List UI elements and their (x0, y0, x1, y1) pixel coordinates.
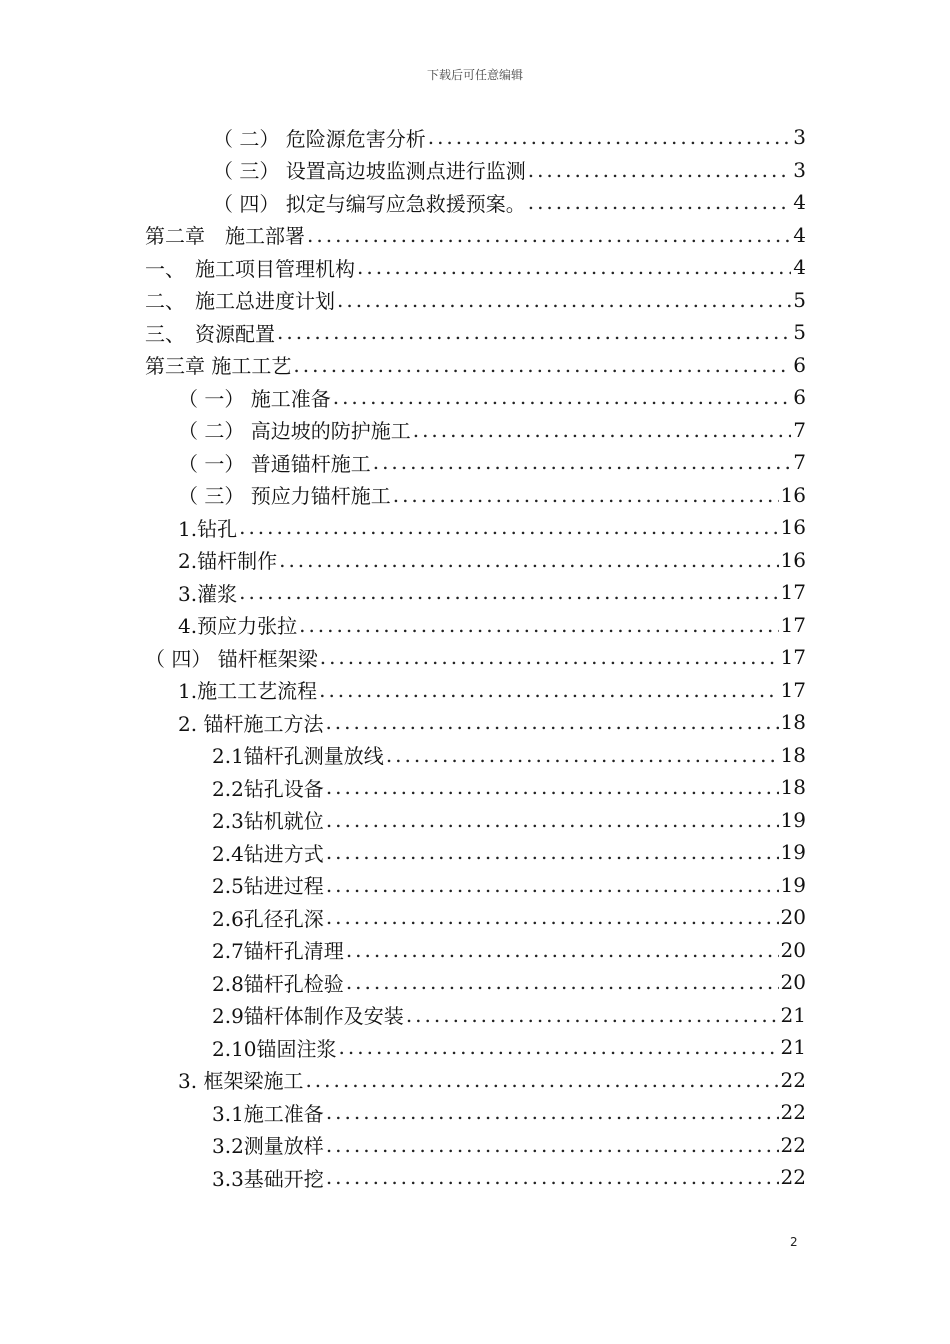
toc-entry-title: 3.3基础开挖 (212, 1166, 324, 1191)
toc-entry[interactable] (212, 1096, 806, 1128)
toc-leader-dots (326, 1100, 779, 1124)
toc-entry-title: 4.预应力张拉 (178, 614, 298, 638)
toc-entry[interactable] (212, 1161, 806, 1193)
toc-leader-dots (305, 1068, 778, 1092)
toc-entry-page: 3 (793, 125, 806, 149)
toc-entry[interactable] (178, 544, 806, 576)
toc-leader-dots (279, 548, 778, 572)
toc-entry-title: 2.8锚杆孔检验 (212, 971, 344, 996)
toc-entry[interactable] (212, 966, 806, 998)
toc-entry-title: 2.锚杆制作 (178, 549, 278, 573)
toc-entry-page: 21 (780, 1002, 806, 1027)
toc-entry-title: 2.2钻孔设备 (212, 776, 324, 801)
toc-entry-page: 16 (780, 482, 806, 507)
toc-entry[interactable] (212, 771, 806, 803)
toc-leader-dots (325, 710, 778, 734)
toc-entry-title: （ 一） 普通锚杆施工 (178, 451, 371, 476)
toc-entry-title: 1.钻孔 (178, 516, 238, 541)
toc-leader-dots (239, 515, 778, 539)
toc-entry[interactable] (145, 251, 806, 283)
toc-entry[interactable] (212, 999, 806, 1031)
toc-entry[interactable] (178, 1064, 806, 1096)
toc-entry-page: 22 (780, 1165, 806, 1189)
toc-leader-dots (326, 1165, 779, 1189)
toc-entry-page: 18 (780, 742, 806, 767)
toc-entry[interactable] (212, 1129, 806, 1161)
toc-entry-page: 19 (780, 840, 806, 864)
toc-entry[interactable] (178, 609, 806, 641)
toc-entry[interactable] (145, 284, 806, 316)
toc-leader-dots (413, 418, 792, 442)
toc-entry-title: 1.施工工艺流程 (178, 679, 318, 703)
toc-entry-page: 17 (780, 612, 806, 637)
toc-leader-dots (326, 840, 779, 864)
toc-entry-page: 20 (780, 970, 806, 994)
toc-entry-page: 4 (793, 255, 806, 279)
toc-entry-page: 17 (780, 645, 806, 669)
toc-entry[interactable] (178, 414, 806, 446)
toc-leader-dots (357, 255, 791, 279)
toc-entry[interactable] (212, 1031, 806, 1063)
toc-entry-title: 3.灌浆 (178, 581, 238, 606)
toc-entry-title: 3.1施工准备 (212, 1101, 324, 1126)
toc-entry-title: 2.1锚杆孔测量放线 (212, 744, 384, 768)
toc-leader-dots (346, 938, 779, 962)
toc-entry-page: 16 (780, 515, 806, 539)
toc-entry-page: 6 (793, 352, 806, 377)
toc-entry-page: 5 (793, 287, 806, 312)
toc-entry[interactable] (178, 706, 806, 738)
toc-leader-dots (326, 808, 779, 832)
toc-leader-dots (326, 905, 779, 929)
toc-entry-title: 3.2测量放样 (212, 1134, 324, 1158)
toc-entry-page: 18 (780, 710, 806, 734)
toc-entry-page: 6 (793, 385, 806, 409)
toc-entry[interactable] (145, 316, 806, 348)
toc-leader-dots (528, 158, 792, 182)
page-header: 下载后可任意编辑 (426, 68, 523, 82)
toc-entry-title: （ 三） 设置高边坡监测点进行监测 (213, 159, 526, 183)
toc-entry[interactable] (178, 674, 806, 706)
toc-entry-page: 17 (780, 677, 806, 702)
toc-entry[interactable] (212, 836, 806, 868)
toc-entry-page: 3 (793, 157, 806, 182)
toc-entry[interactable] (212, 869, 806, 901)
toc-entry-page: 20 (780, 937, 806, 962)
toc-entry-title: （ 三） 预应力锚杆施工 (178, 484, 391, 508)
toc-entry-title: 2.5钻进过程 (212, 874, 324, 898)
toc-leader-dots (406, 1003, 779, 1027)
toc-entry-title: 第二章 施工部署 (145, 224, 305, 248)
toc-entry-title: 二、 施工总进度计划 (145, 289, 335, 313)
toc-leader-dots (277, 320, 791, 344)
toc-leader-dots (326, 1133, 779, 1157)
toc-leader-dots (307, 223, 791, 247)
toc-leader-dots (326, 775, 779, 799)
toc-leader-dots (293, 353, 791, 377)
toc-leader-dots (239, 580, 778, 604)
toc-entry-title: 2.4钻进方式 (212, 841, 324, 866)
toc-entry-title: （ 四） 锚杆框架梁 (145, 646, 318, 671)
toc-entry-page: 22 (780, 1100, 806, 1124)
toc-entry[interactable] (212, 901, 806, 933)
toc-leader-dots (528, 190, 792, 214)
toc-entry-page: 5 (793, 320, 806, 344)
toc-leader-dots (333, 385, 792, 409)
toc-entry-title: 2.7锚杆孔清理 (212, 939, 344, 963)
toc-entry-page: 7 (793, 417, 806, 442)
toc-entry-title: 2. 锚杆施工方法 (178, 711, 324, 736)
toc-entry-page: 22 (780, 1132, 806, 1157)
toc-entry-page: 19 (780, 807, 806, 832)
toc-leader-dots (346, 970, 779, 994)
toc-entry-page: 4 (793, 222, 806, 247)
page-number: 2 (790, 1235, 798, 1249)
toc-entry-page: 4 (793, 190, 806, 214)
toc-entry[interactable] (145, 219, 806, 251)
toc-leader-dots (320, 645, 779, 669)
toc-entry-title: （ 二） 危险源危害分析 (213, 126, 426, 151)
toc-leader-dots (319, 678, 778, 702)
toc-entry[interactable] (178, 576, 806, 608)
toc-leader-dots (299, 613, 778, 637)
toc-leader-dots (326, 873, 779, 897)
toc-entry-title: （ 二） 高边坡的防护施工 (178, 419, 411, 443)
toc-entry-page: 18 (780, 775, 806, 799)
toc-entry-title: 3. 框架梁施工 (178, 1069, 304, 1093)
toc-entry-page: 17 (780, 580, 806, 604)
toc-leader-dots (339, 1035, 779, 1059)
toc-entry[interactable] (212, 934, 806, 966)
toc-entry-title: 2.10锚固注浆 (212, 1036, 337, 1061)
toc-entry-title: 三、 资源配置 (145, 321, 275, 346)
toc-entry[interactable] (213, 154, 806, 186)
toc-entry-title: （ 一） 施工准备 (178, 386, 331, 411)
toc-entry-page: 22 (780, 1067, 806, 1092)
toc-leader-dots (393, 483, 779, 507)
toc-entry[interactable] (178, 479, 806, 511)
toc-entry[interactable] (178, 446, 806, 478)
toc-entry[interactable] (145, 349, 806, 381)
toc-entry-title: 2.6孔径孔深 (212, 906, 324, 931)
toc-entry[interactable] (145, 641, 806, 673)
toc-entry-title: 一、 施工项目管理机构 (145, 256, 355, 281)
toc-entry-page: 20 (780, 905, 806, 929)
toc-entry[interactable] (213, 186, 806, 218)
toc-leader-dots (428, 125, 792, 149)
toc-leader-dots (386, 743, 779, 767)
toc-entry[interactable] (178, 381, 806, 413)
toc-leader-dots (373, 450, 792, 474)
toc-entry-title: 2.3钻机就位 (212, 809, 324, 833)
toc-entry-title: （ 四） 拟定与编写应急救援预案。 (213, 191, 526, 216)
toc-entry-page: 21 (780, 1035, 806, 1059)
toc-entry-title: 第三章 施工工艺 (145, 354, 292, 378)
toc-entry[interactable] (178, 511, 806, 543)
toc-entry[interactable] (213, 121, 806, 153)
toc-entry-page: 16 (780, 547, 806, 572)
toc-entry-page: 7 (793, 450, 806, 474)
toc-entry[interactable] (212, 739, 806, 771)
toc-leader-dots (337, 288, 791, 312)
toc-entry-page: 19 (780, 872, 806, 897)
toc-entry[interactable] (212, 804, 806, 836)
toc-entry-title: 2.9锚杆体制作及安装 (212, 1004, 404, 1028)
